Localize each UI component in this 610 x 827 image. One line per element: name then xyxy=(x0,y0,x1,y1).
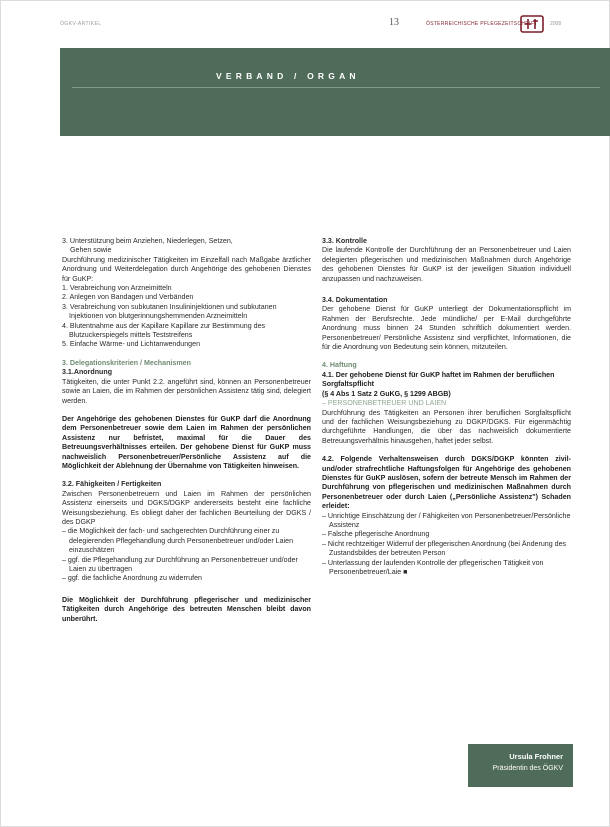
header-year: 2008 xyxy=(550,21,562,27)
section-heading: 3. Delegationskriterien / Mechanismen xyxy=(62,358,191,367)
left-column xyxy=(62,237,311,624)
subsection-heading: 3.3. Kontrolle xyxy=(322,237,367,245)
list-item: 3. Unterstützung beim Anziehen, Niederlegen, Setzen, xyxy=(62,237,233,245)
list-item: – ggf. die Pflegehandlung zur Durchführung an Personenbetreuer und/oder Laien zu übertragen xyxy=(62,555,298,573)
header-section-label: ÖGKV-ARTIKEL xyxy=(60,21,102,27)
body-paragraph: Die laufende Kontrolle der Durchführung der an Personenbetreuer und Laien delegierten pflegerischen und medizinischen Maßnahmen durch Angehörige des gehobenen Dienstes für GuKP ist der jeweiligen Situation individuell anzupassen und nachzuweisen. xyxy=(322,246,571,283)
list-item: – Nicht rechtzeitiger Widerruf der pflegerischen Anordnung (bei Änderung des Zustandsbildes der betreuten Person xyxy=(322,539,567,558)
list-item: 4. Blutentnahme aus der Kapillare Kapillare zur Bestimmung des Blutzuckerspiegels mittels Teststreifens xyxy=(62,321,266,340)
signature-role: Präsidentin des ÖGKV xyxy=(492,765,563,772)
magazine-logo-icon xyxy=(520,15,544,33)
section-heading: 4. Haftung xyxy=(322,361,357,370)
list-item-continuation: Gehen sowie xyxy=(70,246,112,255)
subheading-caps: – PERSONENBETREUER UND LAIEN xyxy=(322,399,447,408)
section-banner-title: VERBAND / ORGAN xyxy=(216,71,360,81)
list-item: – Falsche pflegerische Anordnung xyxy=(322,530,430,539)
intro-paragraph: Durchführung medizinischer Tätigkeiten im Einzelfall nach Maßgabe ärztlicher Anordnung und Weiterdelegation durch Angehörige des gehobenen Dienstes für GuKP: xyxy=(62,255,311,283)
signature-name: Ursula Frohner xyxy=(509,752,563,761)
list-item: 1. Verabreichung von Arzneimitteln xyxy=(62,284,172,293)
body-paragraph: Durchführung des Tätigkeiten an Personen ihrer beruflichen Sorgfaltspflicht und der fachlichen Weisungsbeziehung zu DGKP/DGKS. Für eigenmächtig durchgeführte Handlungen, die über das nachweislich dokumentierte Betreuungsverhältnis hinausgehen, haftet jeder selbst. xyxy=(322,408,571,445)
section-banner xyxy=(60,48,610,136)
body-paragraph: Der gehobene Dienst für GuKP unterliegt der Dokumentationspflicht im Rahmen der Berufsrechte. Jede mündliche/ per E-Mail durchgeführte Anordnung muss binnen 24 Stunden schriftlich dokumentiert werden. Personenbetreuer/ Persönliche Assistenz sind verpflichtet, Informationen, die für die Anordnung von Bedeutung sein können, mitzuteilen. xyxy=(322,305,571,352)
legal-reference: (§ 4 Abs 1 Satz 2 GuKG, § 1299 ABGB) xyxy=(322,389,451,398)
list-item: – Unterlassung der laufenden Kontrolle der pflegerischen Tätigkeit von Personenbetreuer/Laie ■ xyxy=(322,558,544,576)
list-item: 3. Verabreichung von subkutanen Insulininjektionen und subkutanen Injektionen von blutgerinnungshemmenden Arzneimitteln xyxy=(62,302,277,321)
subsection-heading: 3.1.Anordnung xyxy=(62,368,113,377)
magazine-title: ÖSTERREICHISCHE PFLEGEZEITSCHRIFT xyxy=(426,21,538,27)
list-item: 2. Anlegen von Bandagen und Verbänden xyxy=(62,293,194,302)
bold-paragraph: Der Angehörige des gehobenen Dienstes für GuKP darf die Anordnung dem Personenbetreuer sowie dem Laien im Rahmen der persönlichen Assistenz nur befristet, maximal für die Dauer des Betreuungsverhältnisses erteilen. Der gehobene Dienst für GuKP muss nachweislich Personenbetreuer/Persönliche Assistenz auf die Möglichkeit der Ablehnung der Übernahme von Tätigkeiten hinweisen. xyxy=(62,414,311,470)
body-paragraph: Zwischen Personenbetreuern und Laien im Rahmen der persönlichen Assistenz einerseits und DGKS/DGKP andererseits besteht eine fachliche Weisungsbeziehung. Es obliegt daher der fachlichen Beurteilung der DGKS / des DGKP xyxy=(62,489,311,526)
subsection-heading: 3.4. Dokumentation xyxy=(322,296,388,305)
subsection-heading: 4.1. Der gehobene Dienst für GuKP haftet im Rahmen der beruflichen Sorgfaltspflicht xyxy=(322,370,555,389)
signature-box xyxy=(468,744,573,787)
list-item: 5. Einfache Wärme- und Lichtanwendungen xyxy=(62,340,201,349)
body-paragraph: Tätigkeiten, die unter Punkt 2.2. angeführt sind, können an Personenbetreuer sowie an Laien, die im Rahmen der persönlichen Assistenz tätig sind, delegiert werden. xyxy=(62,377,311,405)
list-item: – ggf. die fachliche Anordnung zu widerrufen xyxy=(62,574,202,583)
subsection-heading: 3.2. Fähigkeiten / Fertigkeiten xyxy=(62,480,162,489)
page-number: 13 xyxy=(389,17,399,28)
bold-paragraph: 4.2. Folgende Verhaltensweisen durch DGKS/DGKP könnten zivil- und/oder strafrechtliche Haftungsfolgen für Angehörige des gehobenen Dienstes für GuKP auslösen, sofern der betreute Mensch im Rahmen der Durchführung von pflegerischen und medizinischen Maßnahmen durch Personenbetreuer oder durch Laien („Persönliche Assistenz") Schaden erleidet: xyxy=(322,455,571,511)
closing-paragraph: Die Möglichkeit der Durchführung pflegerischer und medizinischer Tätigkeiten durch Angehörige des betreuten Menschen bleibt davon unberührt. xyxy=(62,595,311,623)
banner-rule xyxy=(72,87,600,88)
list-item: – Unrichtige Einschätzung der / Fähigkeiten von Personenbetreuer/Persönliche Assistenz xyxy=(322,511,571,529)
right-column xyxy=(322,237,571,577)
list-item: – die Möglichkeit der fach- und sachgerechten Durchführung einer zu delegierenden Pflegehandlung durch Personenbetreuer und/oder Laien einzuschätzen xyxy=(62,527,294,555)
